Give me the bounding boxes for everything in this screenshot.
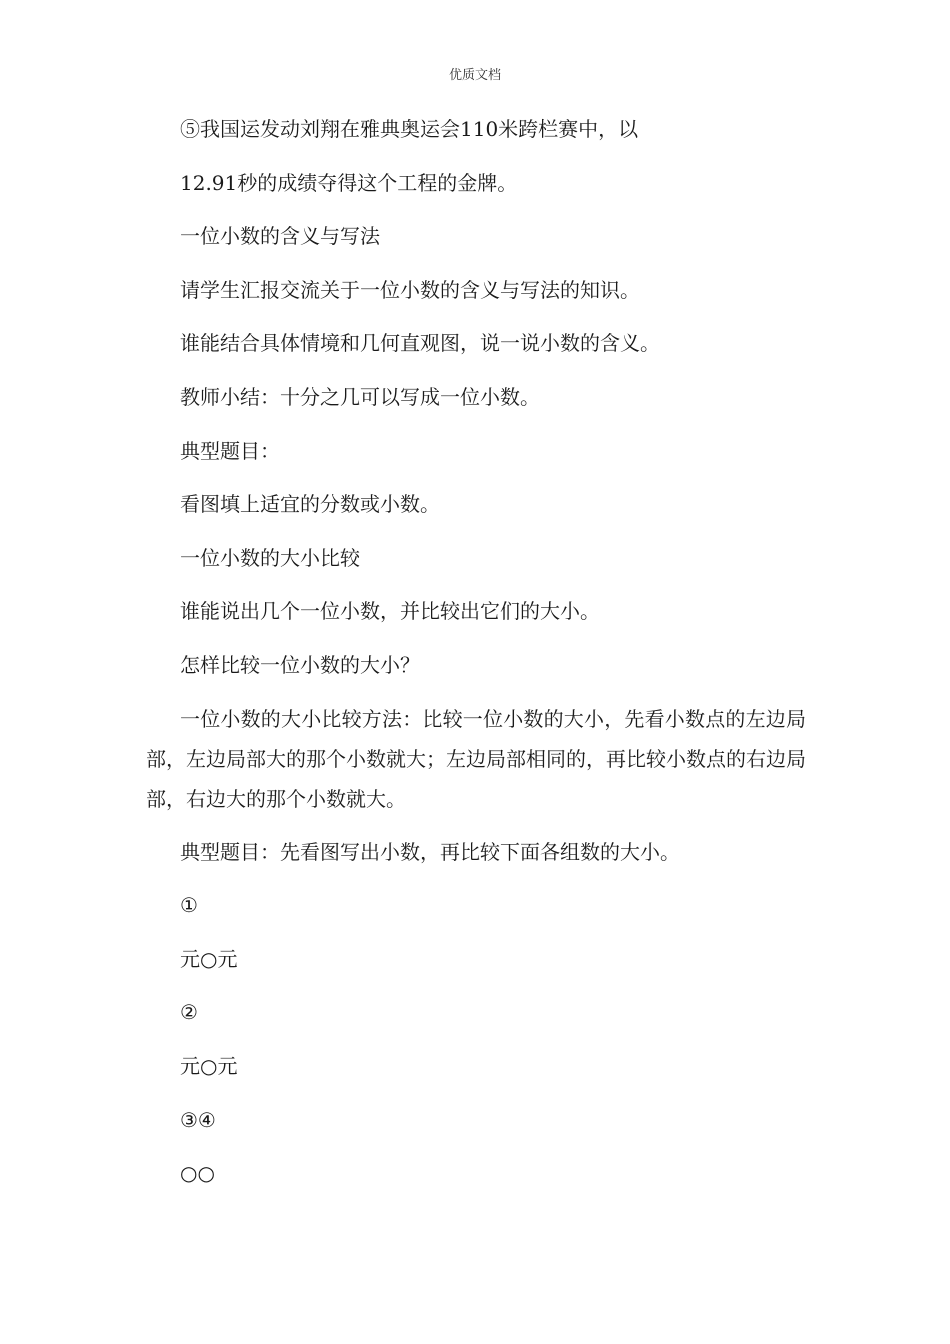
text-line: 看图填上适宜的分数或小数。: [180, 492, 440, 516]
text-line: 12.91秒的成绩夺得这个工程的金牌。: [180, 171, 518, 195]
comparison-line: 元○元: [180, 947, 238, 971]
page-header: 优质文档: [448, 68, 501, 83]
text-line: ⑤我国运发动刘翔在雅典奥运会110米跨栏赛中，以: [180, 117, 639, 141]
text-line: 典型题目：: [180, 439, 280, 463]
problem-number: ③④: [180, 1108, 216, 1132]
text-line: 请学生汇报交流关于一位小数的含义与写法的知识。: [180, 278, 640, 302]
comparison-line: ○○: [180, 1161, 215, 1185]
section-heading: 一位小数的大小比较: [180, 546, 360, 570]
problem-number: ②: [180, 1000, 198, 1024]
text-line: 教师小结：十分之几可以写成一位小数。: [180, 385, 540, 409]
method-paragraph: 一位小数的大小比较方法：比较一位小数的大小，先看小数点的左边局部，左边局部大的那个小数就大；左边局部相同的，再比较小数点的右边局部，右边大的那个小数就大。: [146, 707, 806, 811]
problem-number: ①: [180, 893, 198, 917]
text-line: 典型题目：先看图写出小数，再比较下面各组数的大小。: [180, 840, 680, 864]
text-line: 谁能结合具体情境和几何直观图，说一说小数的含义。: [180, 331, 660, 355]
text-line: 怎样比较一位小数的大小？: [180, 653, 420, 677]
comparison-line: 元○元: [180, 1054, 238, 1078]
section-heading: 一位小数的含义与写法: [180, 224, 380, 248]
text-line: 谁能说出几个一位小数，并比较出它们的大小。: [180, 599, 600, 623]
